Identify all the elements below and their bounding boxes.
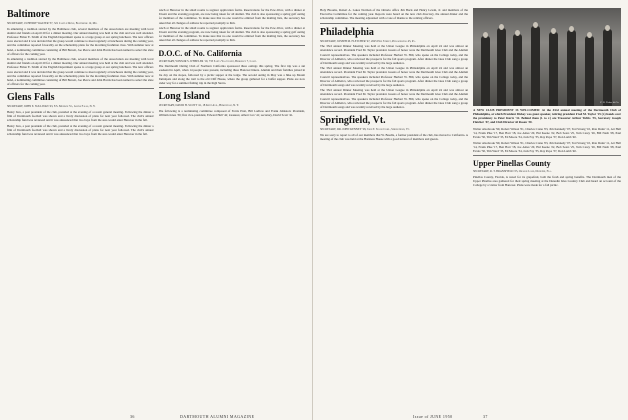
section-divider [159,45,306,46]
article-body: In emulating a tradition started by the Baltimore club, several members of the Association are meeting with local alumni and friends on April 20 for a dinner meeting. Our annual meeting was held at the club and was well attended. Professor Elmer E. Smith of the English Department spoke to a large group at our spring luncheon. The new officers were elected and it was decided that the group would continue to meet regularly at luncheons during the coming year, and the committee reported favorably on the scholarship plans for the incoming freshman class. With summer now at hand, a nominating committee consisting of Bill Barrett, Joe Pierce and John Harris has been named to select the slate of officers for the coming year. [7,26,154,56]
photo-face [483,32,488,38]
article-body: The Dartmouth Outing Club of Northern California sponsored three outings this spring. The first trip was a ski weekend in April, when 14 people were present, including three Hanover hikers. Alumni and their families joined in the day on the slopes, followed by a picnic supper at the lodge. The second outing in May was a hike up Mount Tamalpais and along the trail to the old Cliff House, where the group gathered for a buffet supper. Plans are now under way for a summer fishing trip in the high Sierra. [158,64,305,86]
left-page [0,0,313,420]
right-column-2 [473,8,621,404]
photo-face [587,32,592,38]
page-number: 37 [483,414,488,419]
photo-figure [585,36,594,106]
photo-face [551,28,556,34]
article-body: We are sorry to report to all of our members that W. Beedle, a former president of the club, has moved to California. A meeting of the club was held at the Hartness House with a good turnout of members and guests. [320,132,468,142]
article-body: Walter Alsobrook '99, Robert Wilson '01, Charles Crane '03, Jim Kennedy '07, Ted Strong '10, Pete Dunn '11, Art Hall '14, Frank Pike '17, Ben Hart '18, Joe Ames '20, Hal Keene '22, Bob Sears '25, Tom Carey '26, Bill Nash '28, Paul Evans '30, Tim Ward '33, Ed Moore '34, Jack Fay '35, Ray Pope '37, Don Lamb '40. [473,127,621,140]
photo-face [515,30,520,36]
article-body: The 33rd annual Dinner Meeting was held at the Union League in Philadelphia on April 24 and was almost an attendance record. President Fred M. Taylor presided. Guests of honor were the Dartmouth Glee Club and the Alumni Council representatives. The speakers included Professor Herbert W. Hill, who spoke on the College today, and the Director of Athletics, who reviewed the prospects for the fall sports program. After dinner the Glee Club sang a group of Dartmouth songs and was warmly received by the large audience. [320,88,468,110]
secretary-line: SECRETARY, DAVID H. SCOTT '41, 18 Kent Ave., Hempstead, N. Y. [158,104,239,108]
secretary-line: SECRETARY, JOHN E. SULLIVAN '43, 8 S. Monroe St., Glens Falls, N. Y. [7,105,96,109]
article-body: Pinellas County, Florida, is noted for its grapefruit, both the fresh and spring benefits. The Dartmouth men of the Upper Pinellas area gathered for their spring meeting at the Dunedin Isles Country Club and heard an account of the College by a visitor from Hanover. Plans were made for a fall picnic. [473,174,621,188]
article-body: lunch at Hanover in the small rooms to register application forms. Reservations for the Pow-Wow, with a dinner at Tavern and the evening program, are now being taken for all alumni. The club is also sponsoring a spring golf outing for members of the committee. To make sure that no one would be omitted from the mailing lists, the secretary has asked that all changes of address be reported promptly to him. [158,8,305,25]
right-column-1 [320,8,468,404]
club-heading-baltimore: Baltimore [7,9,50,20]
right-page [313,0,628,420]
article-body: Holy Blooms, Robert A. Lakes Norman of the Ontario office Jim Buck and Henry Lewin, Jr. and members of the Executive Committee for the coming year. Reports were heard on the new club directory, the annual dinner and the scholarship committee. The meeting adjourned with a vote of thanks to the retiring officers. [320,8,468,21]
left-column-1 [7,8,154,404]
photo-face [533,22,538,28]
article-body: The 33rd annual Dinner Meeting was held at the Union League in Philadelphia on April 24 and was almost an attendance record. President Fred M. Taylor presided. Guests of honor were the Dartmouth Glee Club and the Alumni Council representatives. The speakers included Professor Herbert W. Hill, who spoke on the College today, and the Director of Athletics, who reviewed the prospects for the fall sports program. After dinner the Glee Club sang a group of Dartmouth songs and was warmly received by the large audience. [320,66,468,88]
photo-figure [531,26,540,106]
club-photo [473,8,621,106]
photo-face [605,25,610,31]
article-body: The 33rd annual Dinner Meeting was held at the Union League in Philadelphia on April 24 and was almost an attendance record. President Fred M. Taylor presided. Guests of honor were the Dartmouth Glee Club and the Alumni Council representatives. The speakers included Professor Herbert W. Hill, who spoke on the College today, and the Director of Athletics, who reviewed the prospects for the fall sports program. After dinner the Glee Club sang a group of Dartmouth songs and was warmly received by the large audience. [320,44,468,66]
section-divider [7,88,154,89]
article-body: In emulating a tradition started by the Baltimore club, several members of the Association are meeting with local alumni and friends on April 20 for a dinner meeting. Our annual meeting was held at the club and was well attended. Professor Elmer E. Smith of the English Department spoke to a large group at our spring luncheon. The new officers were elected and it was decided that the group would continue to meet regularly at luncheons during the coming year, and the committee reported favorably on the scholarship plans for the incoming freshman class. With summer now at hand, a nominating committee consisting of Bill Barrett, Joe Pierce and John Harris has been named to select the slate of officers for the coming year. [7,57,154,87]
right-page-columns [320,8,621,404]
photo-figure [481,36,490,106]
left-column-2 [159,8,306,404]
secretary-line: SECRETARY, DR. JOHN KENNEY '28, John T. Stack Corp., Springfield, Vt. [320,128,410,132]
club-heading-springfield: Springfield, Vt. [320,115,386,127]
photo-face [569,26,574,32]
section-divider [159,87,306,88]
section-divider [320,23,468,24]
photo-figure [549,32,558,106]
page-number: 36 [130,414,135,419]
club-heading-doc-no-california: D.O.C. of No. California [158,48,242,58]
article-body: Henry Ives, a past president of the club, presided at the evening of a recent general meeting. Following the dinner a film of Dartmouth football was shown and a lively discussion of plans for next year followed. The club's annual scholarship fund was reviewed and it was announced that two boys from the area would enter Hanover in the fall. [7,110,154,123]
photo-credit: C. R. Fisher & Co. [600,100,619,104]
article-body: Walter Alsobrook '99, Robert Wilson '01, Charles Crane '03, Jim Kennedy '07, Ted Strong '10, Pete Dunn '11, Art Hall '14, Frank Pike '17, Ben Hart '18, Joe Ames '20, Hal Keene '22, Bob Sears '25, Tom Carey '26, Bill Nash '28, Paul Evans '30, Tim Ward '33, Ed Moore '34, Jack Fay '35, Ray Pope '37, Don Lamb '40. [473,140,621,154]
magazine-title: DARTMOUTH ALUMNI MAGAZINE [180,414,255,419]
photo-caption: A NEW CLUB PRESIDENT IS WELCOMED: At the 43rd annual meeting of the Dartmouth Club of Philadelphia, at which President Dickey was guest speaker, retiring president Fred M. Taylor '25 (r.) hands over the presidency to Peter Kurtz '32. Behind them (l. to r.) are Treasurer Arthur Tubbs '35, Secretary Joseph Fletcher '47, and Club Director Al Rosen '30. [473,108,621,124]
photo-face [499,24,504,30]
issue-title: Issue of JUNE 1950 [413,414,453,419]
secretary-line: SECRETARY, R. T. BRANSFIELD '25, Orange Lane, Dunedin, Fla. [473,170,552,174]
secretary-line: SECRETARY, WINSOR S. WHEELER '19, 733 Santa Ysa Court, Berkeley 7, Calif. [158,59,257,63]
photo-figure [567,30,576,106]
section-divider [320,111,468,112]
left-page-columns [7,8,305,404]
secretary-line: SECRETARY, JOSEPH M. FLETCHER '47, 2625 Pine Street, Philadelphia 45, Pa. [320,39,416,43]
photo-figure [513,34,522,106]
photo-figure [603,29,612,106]
secretary-line: SECRETARY, 19 HENRY WALTER '37, 321 Castle Drive, Baltimore 12, Md. [7,22,98,25]
club-heading-philadelphia: Philadelphia [320,26,374,38]
photo-figure [497,28,506,106]
club-heading-long-island: Long Island [158,91,210,103]
article-body: The following is a nominating committee composed of Ferris Pratt, Bill Ludlow and Frank Johnston: President, William Jones '39; first vice-president, Edward Hall '42; treasurer, Albert Cox '41; secretary, David Scott '41. [158,108,305,118]
club-heading-upper-pinellas: Upper Pinellas County [473,159,551,169]
article-body: Henry Ives, a past president of the club, presided at the evening of a recent general meeting. Following the dinner a film of Dartmouth football was shown and a lively discussion of plans for next year followed. The club's annual scholarship fund was reviewed and it was announced that two boys from the area would enter Hanover in the fall. [7,123,154,137]
article-body: lunch at Hanover in the small rooms to register application forms. Reservations for the Pow-Wow, with a dinner at Tavern and the evening program, are now being taken for all alumni. The club is also sponsoring a spring golf outing for members of the committee. To make sure that no one would be omitted from the mailing lists, the secretary has asked that all changes of address be reported promptly to him. [158,25,305,43]
section-divider [473,155,621,156]
club-heading-glens-falls: Glens Falls [7,92,55,104]
